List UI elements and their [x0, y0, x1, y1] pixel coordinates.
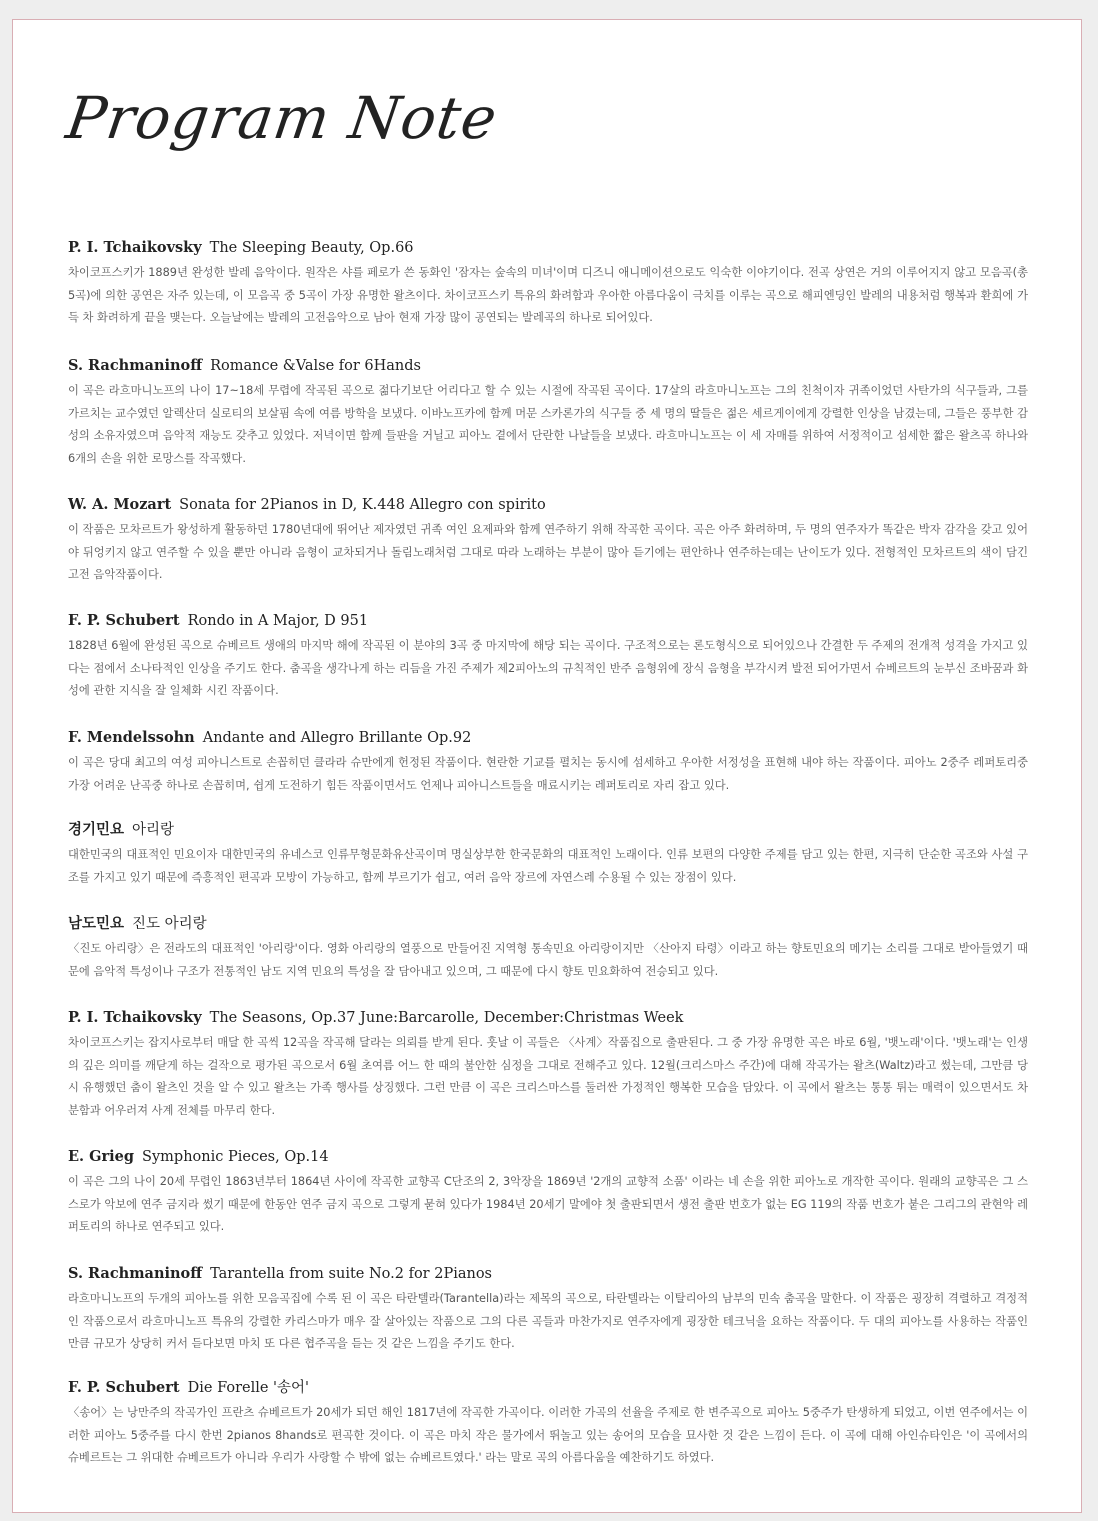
work-title: 아리랑: [132, 822, 175, 838]
program-item: [68, 728, 1028, 797]
program-item-description: 〈송어〉는 낭만주의 작곡가인 프란츠 슈베르트가 20세가 되던 해인 1817년에 작곡한 가곡이다. 이러한 가곡의 선율을 주제로 한 변주곡으로 피아노 5중주가 탄생하게 되었고, 이번 연주에서는 이러한 피아노 5중주를 다시 한번 2pianos 8hands로 편곡한 것이다. 이 곡은 마치 작은 물가에서 뛰놀고 있는 송어의 모습을 묘사한 것 같은 느낌이 든다. 이 곡에 대해 아인슈타인은 '이 곡에서의 슈베르트는 그 위대한 슈베르트가 아니라 우리가 사랑할 수 밖에 없는 슈베르트였다.' 라는 말로 곡의 아름다움을 예찬하기도 하였다.: [68, 1406, 1028, 1464]
work-title: Andante and Allegro Brillante Op.92: [202, 730, 472, 746]
work-title: Symphonic Pieces, Op.14: [142, 1149, 329, 1165]
program-item-heading: [68, 1008, 1028, 1028]
program-item-description: 1828년 6월에 완성된 곡으로 슈베르트 생애의 마지막 해에 작곡된 이 분야의 3곡 중 마지막에 해당 되는 곡이다. 구조적으로는 론도형식으로 되어있으나 간결한 두 주제의 전개적 성격을 가지고 있다는 점에서 소나타적인 인상을 주기도 한다. 춤곡을 생각나게 하는 리듬을 가진 주제가 제2피아노의 규칙적인 반주 음형위에 장식 음형을 부각시켜 발전 되어가면서 슈베르트의 눈부신 조바꿈과 화성에 관한 지식을 잘 일체화 시킨 작품이다.: [68, 639, 1029, 697]
program-item-description: 〈진도 아리랑〉은 전라도의 대표적인 '아리랑'이다. 영화 아리랑의 열풍으로 만들어진 지역형 통속민요 아리랑이지만 〈산아지 타령〉이라고 하는 향토민요의 메기는 소리를 그대로 받아들였기 때문에 음악적 특성이나 구조가 전통적인 남도 지역 민요의 특성을 잘 담아내고 있으며, 그 때문에 다시 향토 민요화하여 전승되고 있다.: [68, 942, 1028, 978]
composer-name: F. Mendelssohn: [68, 729, 195, 746]
program-item: [68, 1264, 1028, 1356]
composer-name: P. I. Tchaikovsky: [68, 1009, 202, 1026]
composer-name: P. I. Tchaikovsky: [68, 239, 202, 256]
program-item-description: 차이코프스키가 1889년 완성한 발레 음악이다. 원작은 샤를 페로가 쓴 동화인 '잠자는 숲속의 미녀'이며 디즈니 애니메이션으로도 익숙한 이야기이다. 전곡 상연은 거의 이루어지지 않고 모음곡(총 5곡)에 의한 공연은 자주 있는데, 이 모음곡 중 5곡이 가장 유명한 왈츠이다. 차이코프스키 특유의 화려함과 우아한 아름다움이 극치를 이루는 곡으로 해피엔딩인 발레의 내용처럼 행복과 환희에 가득 차 화려하게 끝을 맺는다. 오늘날에는 발레의 고전음악으로 남아 현재 가장 많이 공연되는 발레곡의 하나로 되어있다.: [68, 266, 1028, 324]
program-item: [68, 914, 1028, 983]
work-title: Die Forelle '송어': [187, 1380, 310, 1396]
program-item-heading: [68, 611, 1028, 631]
composer-name: W. A. Mozart: [68, 496, 172, 513]
program-item: [68, 611, 1028, 703]
composer-name: S. Rachmaninoff: [68, 357, 203, 374]
work-title: 진도 아리랑: [132, 916, 207, 932]
program-item-heading: [68, 1264, 1028, 1284]
program-item-heading: [68, 495, 1028, 515]
program-item-description: 대한민국의 대표적인 민요이자 대한민국의 유네스코 인류무형문화유산곡이며 명실상부한 한국문화의 대표적인 노래이다. 인류 보편의 다양한 주제를 담고 있는 한편, 지극히 단순한 곡조와 사설 구조를 가지고 있기 때문에 즉흥적인 편곡과 모방이 가능하고, 함께 부르기가 쉽고, 여러 음악 장르에 자연스레 수용될 수 있는 장점이 있다.: [68, 848, 1028, 884]
work-title: The Seasons, Op.37 June:Barcarolle, December:Christmas Week: [209, 1010, 684, 1026]
program-item-description: 이 작품은 모차르트가 왕성하게 활동하던 1780년대에 뛰어난 제자였던 귀족 여인 요제파와 함께 연주하기 위해 작곡한 곡이다. 곡은 아주 화려하며, 두 명의 연주자가 똑같은 박자 감각을 갖고 있어야 뒤엉키지 않고 연주할 수 있을 뿐만 아니라 음형이 교차되거나 돌림노래처럼 그대로 따라 노래하는 부분이 많아 듣기에는 편안하나 연주하는데는 난이도가 있다. 전형적인 모차르트의 색이 담긴 고전 음악작품이다.: [68, 523, 1028, 581]
program-item-heading: [68, 1378, 1028, 1398]
program-item-description: 차이코프스키는 잡지사로부터 매달 한 곡씩 12곡을 작곡해 달라는 의뢰를 받게 된다. 훗날 이 곡들은 〈사계〉작품집으로 출판된다. 그 중 가장 유명한 곡은 바로 6월, '뱃노래'이다. '뱃노래'는 인생의 깊은 의미를 깨닫게 하는 걸작으로 평가된 곡으로서 6월 초여름 어느 한 때의 불안한 심정을 그대로 전해주고 있다. 12월(크리스마스 주간)에 대해 작곡가는 왈츠(Waltz)라고 썼는데, 그만큼 당시 유행했던 춤이 왈츠인 것을 알 수 있고 왈츠는 가족 행사를 상징했다. 그런 만큼 이 곡은 크리스마스를 둘러싼 가정적인 행복한 모습을 담았다. 이 곡에서 왈츠는 통통 튀는 매력이 있으면서도 차분함과 어우러져 사계 전체를 마무리 한다.: [68, 1036, 1028, 1117]
program-item-description: 이 곡은 라흐마니노프의 나이 17~18세 무렵에 작곡된 곡으로 젊다기보단 어리다고 할 수 있는 시절에 작곡된 곡이다. 17살의 라흐마니노프는 그의 친척이자 귀족이었던 사탄가의 식구들과, 그를 가르치는 교수였던 알렉산더 실로티의 보살핌 속에 여름 방학을 보냈다. 이바노프카에 함께 머문 스카론가의 식구들 중 세 명의 딸들은 젊은 세르게이에게 강렬한 인상을 남겼는데, 그들은 풍부한 감성의 소유자였으며 음악적 재능도 갖추고 있었다. 저녁이면 함께 들판을 거닐고 피아노 곁에서 단란한 나날들을 보냈다. 라흐마니노프는 이 세 자매를 위하여 서정적이고 섬세한 짧은 왈츠곡 하나와 6개의 손을 위한 로망스를 작곡했다.: [68, 384, 1028, 465]
composer-name: 남도민요: [68, 915, 125, 932]
program-note-page: [12, 19, 1082, 1513]
program-item: [68, 1378, 1028, 1470]
work-title: The Sleeping Beauty, Op.66: [209, 240, 414, 256]
composer-name: 경기민요: [68, 821, 125, 838]
composer-name: E. Grieg: [68, 1148, 135, 1165]
program-item: [68, 238, 1028, 330]
program-item-heading: [68, 914, 1028, 934]
work-title: Romance &Valse for 6Hands: [210, 358, 421, 374]
work-title: Tarantella from suite No.2 for 2Pianos: [210, 1266, 492, 1282]
program-item-description: 이 곡은 당대 최고의 여성 피아니스트로 손꼽히던 클라라 슈만에게 헌정된 작품이다. 현란한 기교를 펼치는 동시에 섬세하고 우아한 서정성을 표현해 내야 하는 작품이다. 피아노 2중주 레퍼토리중 가장 어려운 난곡중 하나로 손꼽히며, 쉽게 도전하기 힘든 작품이면서도 언제나 피아니스트들을 매료시키는 레퍼토리로 자리 잡고 있다.: [68, 756, 1028, 792]
program-item: [68, 1008, 1028, 1122]
program-item: [68, 1147, 1028, 1239]
program-item-heading: [68, 820, 1028, 840]
program-item-description: 이 곡은 그의 나이 20세 무렵인 1863년부터 1864년 사이에 작곡한 교향곡 C단조의 2, 3악장을 1869년 '2개의 교향적 소품' 이라는 네 손을 위한 피아노로 개작한 곡이다. 원래의 교향곡은 그 스스로가 악보에 연주 금지라 썼기 때문에 한동안 연주 금지 곡으로 그렇게 묻혀 있다가 1984년 20세기 말에야 첫 출판되면서 생전 출판 번호가 없는 EG 119의 작품 번호가 붙은 그리그의 관현악 레퍼토리의 하나로 연주되고 있다.: [68, 1175, 1029, 1233]
program-item-heading: [68, 728, 1028, 748]
program-item: [68, 820, 1028, 889]
work-title: Rondo in A Major, D 951: [187, 613, 369, 629]
program-item: [68, 356, 1028, 470]
program-item-heading: [68, 238, 1028, 258]
program-item-heading: [68, 356, 1028, 376]
program-item-description: 라흐마니노프의 두개의 피아노를 위한 모음곡집에 수록 된 이 곡은 타란텔라(Tarantella)라는 제목의 곡으로, 타란텔라는 이탈리아의 남부의 민속 춤곡을 말한다. 이 작품은 굉장히 격렬하고 격정적인 작품으로서 라흐마니노프 특유의 강렬한 카리스마가 매우 잘 살아있는 작품으로 그의 다른 곡들과 마찬가지로 연주자에게 굉장한 테크닉을 요하는 작품이다. 두 대의 피아노를 사용하는 작품인 만큼 규모가 상당히 커서 듣다보면 마치 또 다른 협주곡을 듣는 것 같은 느낌을 주기도 한다.: [68, 1292, 1028, 1350]
program-item-heading: [68, 1147, 1028, 1167]
work-title: Sonata for 2Pianos in D, K.448 Allegro con spirito: [179, 497, 546, 513]
composer-name: F. P. Schubert: [68, 1379, 180, 1396]
page-title: Program Note: [62, 84, 502, 152]
composer-name: S. Rachmaninoff: [68, 1265, 203, 1282]
program-item: [68, 495, 1028, 587]
composer-name: F. P. Schubert: [68, 612, 180, 629]
